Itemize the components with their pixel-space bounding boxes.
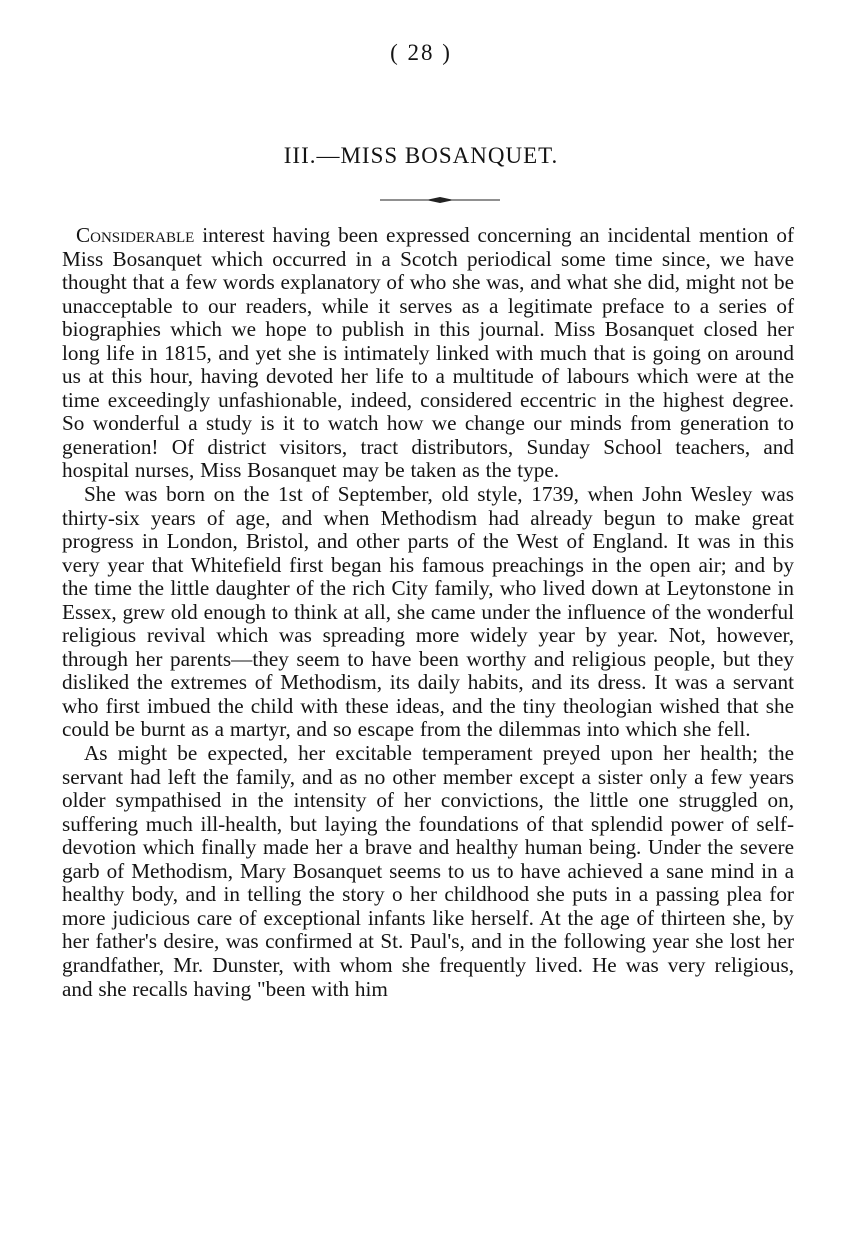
ornamental-divider: [380, 195, 500, 205]
paragraph: [62, 742, 794, 1001]
paragraph-text: interest having been expressed concerning an incidental mention of Miss Bosanquet which occurred in a Scotch periodical some time since, we have thought that a few words explanatory of who she was, and what she did, might not be unacceptable to our readers, while it serves as a legitimate preface to a series of biographies which we hope to publish in this journal. Miss Bosanquet closed her long life in 1815, and yet she is intimately linked with much that is going on around us at this hour, having devoted her life to a multitude of labours which were at the time exceedingly unfashionable, indeed, considered eccentric in the highest degree. So wonderful a study is it to watch how we change our minds from generation to generation! Of district visitors, tract distributors, Sunday School teachers, and hospital nurses, Miss Bosanquet may be taken as the type.: [62, 223, 794, 483]
paragraph-text: As might be expected, her excitable temperament preyed upon her health; the servant had left the family, and as no other member except a sister only a few years older sympathised in the intensity of her convictions, the little one struggled on, suffering much ill-health, but laying the foundations of that splendid power of self-devotion which finally made her a brave and healthy human being. Under the severe garb of Methodism, Mary Bosanquet seems to us to have achieved a sane mind in a healthy body, and in telling the story o her childhood she puts in a passing plea for more judicious care of exceptional infants like herself. At the age of thirteen she, by her father's desire, was confirmed at St. Paul's, and in the following year she lost her grandfather, Mr. Dunster, with whom she frequently lived. He was very religious, and she recalls having "been with him: [62, 741, 794, 1001]
page-number: ( 28 ): [390, 40, 452, 65]
paragraph: [62, 224, 794, 483]
paragraph-text: She was born on the 1st of September, old style, 1739, when John Wesley was thirty-six years of age, and when Methodism had already begun to make great progress in London, Bristol, and other parts of the West of England. It was in this very year that Whitefield first began his famous preachings in the open air; and by the time the little daughter of the rich City family, who lived down at Leytonstone in Essex, grew old enough to think at all, she came under the influence of the wonderful religious revival which was spreading more widely year by year. Not, however, through her parents—they seem to have been worthy and religious people, but they disliked the extremes of Methodism, its daily habits, and its dress. It was a servant who first imbued the child with these ideas, and the tiny theologian wished that she could be burnt as a martyr, and so escape from the dilemmas into which she fell.: [62, 482, 794, 742]
paragraph: [62, 483, 794, 742]
article-body: [62, 224, 794, 1001]
article-title: III.—MISS BOSANQUET.: [283, 143, 559, 168]
paragraph-lead: Considerable: [76, 223, 195, 247]
